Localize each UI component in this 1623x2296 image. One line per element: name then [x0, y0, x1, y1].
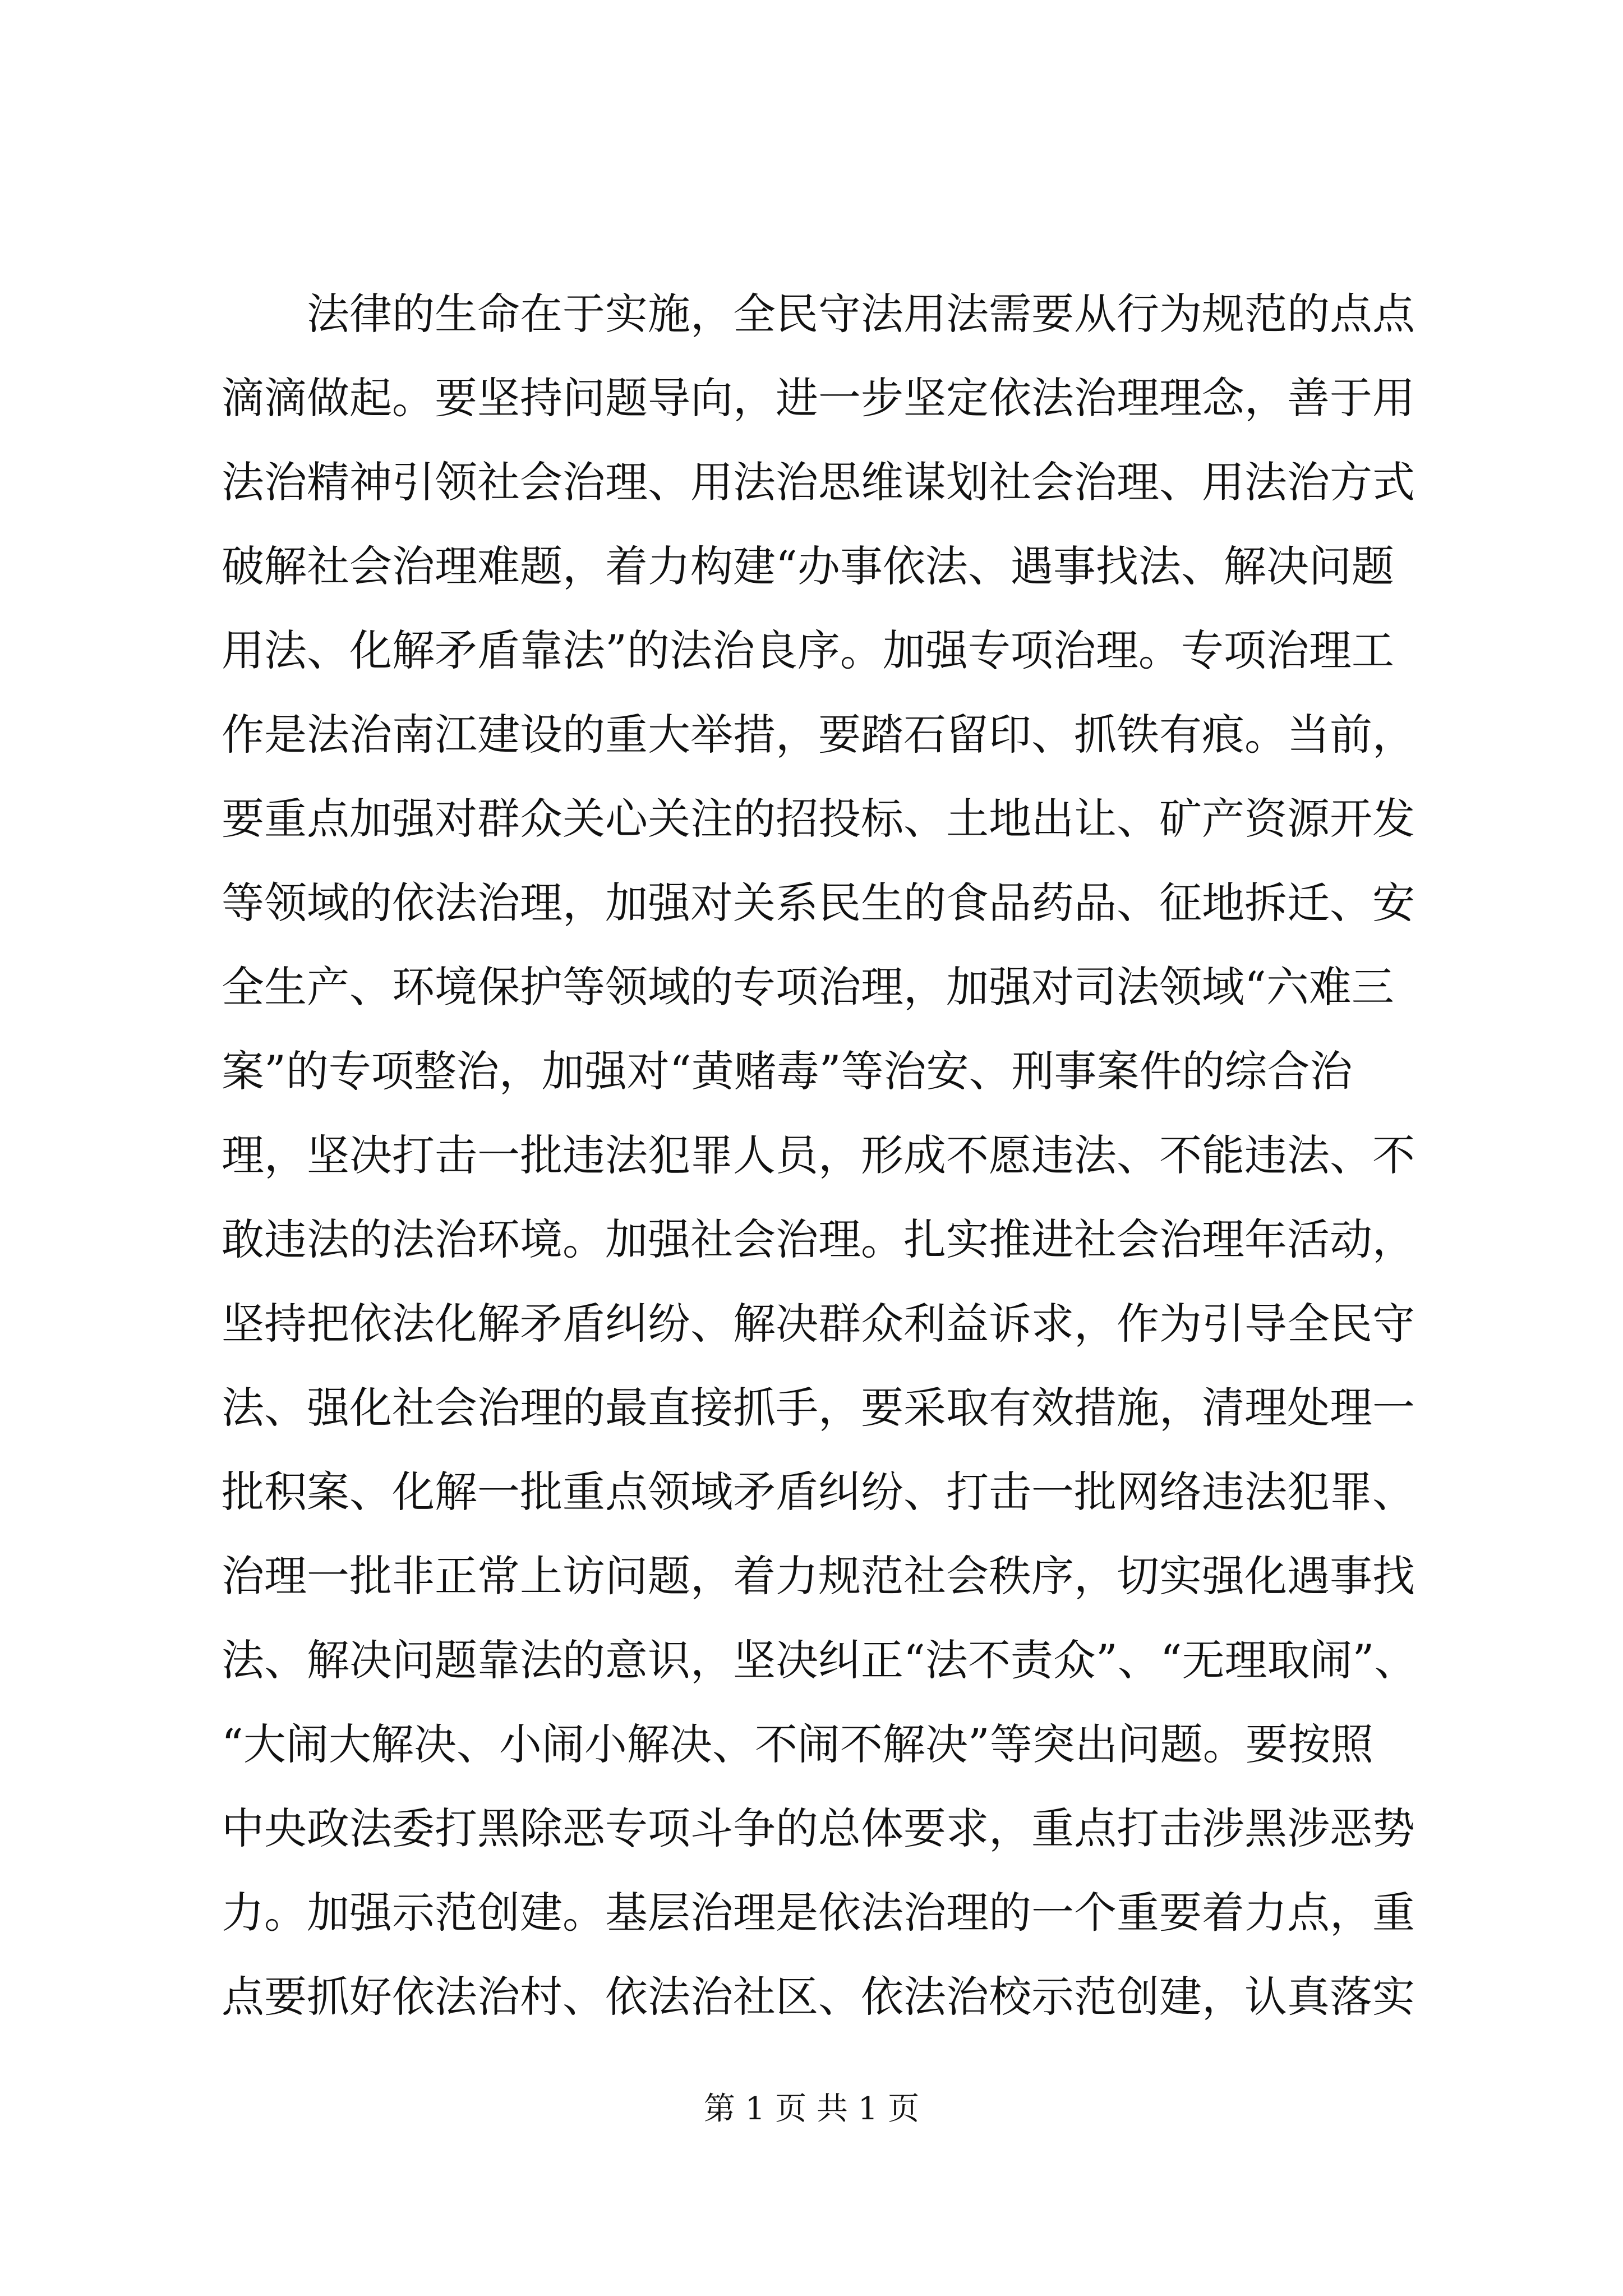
page-footer: 第 1 页 共 1 页	[703, 2091, 920, 2127]
text-line: 要重点加强对群众关心关注的招投标、土地出让、矿产资源开发	[222, 794, 1415, 844]
text-line: 滴滴做起。要坚持问题导向，进一步坚定依法治理理念，善于用	[222, 373, 1415, 423]
text-line: 敢违法的法治环境。加强社会治理。扎实推进社会治理年活动，	[222, 1214, 1415, 1264]
text-line: 力。加强示范创建。基层治理是依法治理的一个重要着力点，重	[222, 1888, 1415, 1938]
text-line: 法、解决问题靠法的意识，坚决纠正“法不责众”、“无理取闹”、	[222, 1635, 1417, 1685]
text-line: 全生产、环境保护等领域的专项治理，加强对司法领域“六难三	[222, 962, 1394, 1012]
text-line: 等领域的依法治理，加强对关系民生的食品药品、征地拆迁、安	[222, 878, 1415, 928]
text-line: 法律的生命在于实施，全民守法用法需要从行为规范的点点	[222, 289, 1415, 339]
text-line: 法治精神引领社会治理、用法治思维谋划社会治理、用法治方式	[222, 457, 1415, 507]
text-line: 作是法治南江建设的重大举措，要踏石留印、抓铁有痕。当前，	[222, 710, 1415, 760]
text-line: 中央政法委打黑除恶专项斗争的总体要求，重点打击涉黑涉恶势	[222, 1803, 1415, 1853]
text-line: 坚持把依法化解矛盾纠纷、解决群众利益诉求，作为引导全民守	[222, 1299, 1415, 1349]
text-line: 用法、化解矛盾靠法”的法治良序。加强专项治理。专项治理工	[222, 625, 1394, 675]
text-line: 破解社会治理难题，着力构建“办事依法、遇事找法、解决问题	[222, 541, 1394, 591]
text-line: 点要抓好依法治村、依法治社区、依法治校示范创建，认真落实	[222, 1972, 1415, 2022]
text-line: 案”的专项整治，加强对“黄赌毒”等治安、刑事案件的综合治	[222, 1046, 1353, 1096]
text-line: 批积案、化解一批重点领域矛盾纠纷、打击一批网络违法犯罪、	[222, 1467, 1415, 1517]
text-line: 理，坚决打击一批违法犯罪人员，形成不愿违法、不能违法、不	[222, 1130, 1415, 1180]
text-line: 法、强化社会治理的最直接抓手，要采取有效措施，清理处理一	[222, 1383, 1415, 1433]
text-line: “大闹大解决、小闹小解决、不闹不解决”等突出问题。要按照	[222, 1719, 1373, 1769]
body-paragraph	[222, 272, 1433, 2039]
text-line: 治理一批非正常上访问题，着力规范社会秩序，切实强化遇事找	[222, 1551, 1415, 1601]
